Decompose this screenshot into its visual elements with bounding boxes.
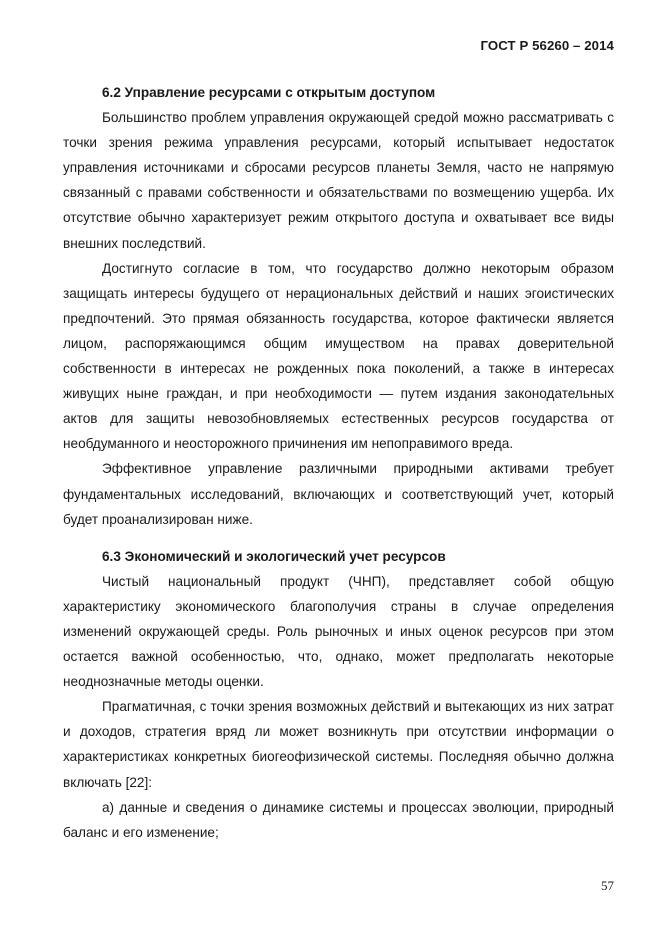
page-number: 57 xyxy=(601,878,614,893)
section-6-2-paragraph-3: Эффективное управление различными природными активами требует фундаментальных исследований, включающих и соответствующий учет, который будет проанализирован ниже. xyxy=(63,461,614,527)
document-header: ГОСТ Р 56260 – 2014 xyxy=(480,38,614,53)
section-6-3-title: 6.3 Экономический и экологический учет ресурсов xyxy=(102,548,446,564)
section-6-3-paragraph-2: Прагматичная, с точки зрения возможных действий и вытекающих из них затрат и доходов, стратегия вряд ли может возникнуть при отсутствии информации о характеристиках конкретных биогеофизической системы. Последняя обычно должна включать [22]: xyxy=(63,699,614,790)
section-6-2-paragraph-2: Достигнуто согласие в том, что государство должно некоторым образом защищать интересы будущего от нерациональных действий и наших эгоистических предпочтений. Это прямая обязанность государства, которое фактически является лицом, распоряжающимся общим имуществом на правах доверительной собственности в интересах не рожденных пока поколений, а также в интересах живущих ныне граждан, и при необходимости — путем издания законодательных актов для защиты невозобновляемых естественных ресурсов государства от необдуманного и неосторожного причинения им непоправимого вреда. xyxy=(63,260,614,452)
section-6-2-paragraph-1: Большинство проблем управления окружающей средой можно рассматривать с точки зрения режима управления ресурсами, который испытывает недостаток управления источниками и сбросами ресурсов планеты Земля, часто не напрямую связанный с правами собственности и обязательствами по возмещению ущерба. Их отсутствие обычно характеризует режим открытого доступа и охватывает все виды внешних последствий. xyxy=(63,110,614,251)
section-6-2-title: 6.2 Управление ресурсами с открытым доступом xyxy=(102,85,436,100)
page-content xyxy=(63,80,614,845)
section-6-3-list-item-a: а) данные и сведения о динамике системы и процессах эволюции, природный баланс и его изменение; xyxy=(63,799,614,840)
section-6-3-paragraph-1: Чистый национальный продукт (ЧНП), представляет собой общую характеристику экономического благополучия страны в случае определения изменений окружающей среды. Роль рыночных и иных оценок ресурсов при этом остается важной особенностью, что, однако, может предполагать некоторые неоднозначные методы оценки. xyxy=(63,573,614,690)
